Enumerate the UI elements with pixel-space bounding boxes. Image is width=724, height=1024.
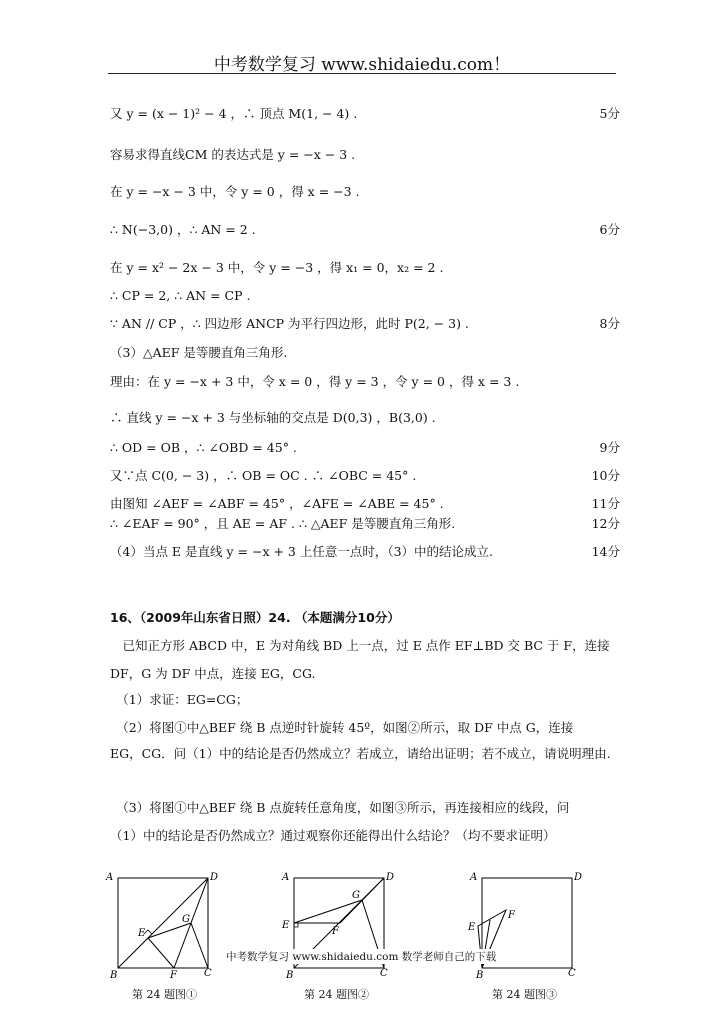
fig1-label-e: E — [138, 928, 146, 939]
fig1-cg — [191, 923, 208, 968]
fig2-label-a: A — [282, 872, 290, 883]
figure-1 — [104, 868, 224, 980]
fig3-label-e: E — [468, 922, 476, 933]
question-line-6: （3）将图①中△BEF 绕 B 点旋转任意角度，如图③所示，再连接相应的线段，问 — [110, 800, 570, 815]
score-15: 14分 — [591, 544, 620, 559]
fig2-label-d: D — [386, 872, 395, 883]
score-12: 10分 — [591, 468, 620, 483]
solution-line-6: ∴ CP = 2, ∴ AN = CP . — [110, 288, 251, 303]
question-line-3: （1）求证：EG=CG； — [110, 692, 249, 707]
solution-line-3: 在 y = −x − 3 中，令 y = 0 ，得 x = −3 . — [110, 184, 360, 199]
score-1: 5分 — [599, 106, 620, 121]
solution-line-7: ∵ AN // CP ，∴ 四边形 ANCP 为平行四边形，此时 P(2, − 3) . — [110, 316, 469, 331]
question-line-2: DF，G 为 DF 中点，连接 EG，CG. — [110, 666, 316, 681]
fig2-label-e: E — [282, 920, 290, 931]
score-7: 8分 — [599, 316, 620, 331]
fig1-label-f: F — [170, 970, 177, 980]
solution-line-12: 又∵点 C(0, − 3) ，∴ OB = OC . ∴ ∠OBC = 45° . — [110, 468, 417, 483]
footer-watermark: 中考数学复习 www.shidaiedu.com 数学老师自己的下载 — [226, 951, 497, 963]
score-4: 6分 — [599, 222, 620, 237]
solution-line-14: ∴ ∠EAF = 90° ，且 AE = AF . ∴ △AEF 是等腰直角三角形. — [110, 516, 456, 531]
fig1-label-b: B — [110, 970, 118, 980]
question-heading: 16、（2009年山东省日照）24. （本题满分10分） — [110, 610, 400, 625]
solution-line-15: （4）当点 E 是直线 y = −x + 3 上任意一点时，（3）中的结论成立. — [110, 544, 494, 559]
solution-line-5: 在 y = x² − 2x − 3 中，令 y = −3 ，得 x₁ = 0，x₂ = 2 . — [110, 260, 444, 275]
fig1-label-d: D — [210, 872, 219, 883]
question-line-1: 已知正方形 ABCD 中，E 为对角线 BD 上一点，过 E 点作 EF⊥BD 交 BC 于 F，连接 — [110, 638, 610, 653]
solution-line-2: 容易求得直线CM 的表达式是 y = −x − 3 . — [110, 147, 356, 162]
fig1-diagonal-bd — [118, 878, 208, 968]
fig2-label-f: F — [332, 926, 339, 937]
fig3-label-b: B — [476, 970, 484, 980]
fig1-ef — [148, 938, 174, 968]
solution-line-9: 理由：在 y = −x + 3 中，令 x = 0 ，得 y = 3 ，令 y = 0 ，得 x = 3 . — [110, 374, 520, 389]
solution-line-13: 由图知 ∠AEF = ∠ABF = 45° ，∠AFE = ∠ABE = 45° . — [110, 496, 444, 511]
header-rule — [108, 73, 616, 74]
question-line-5: EG，CG．问（1）中的结论是否仍然成立？若成立，请给出证明；若不成立，请说明理由. — [110, 746, 611, 761]
solution-line-11: ∴ OD = OB ，∴ ∠OBD = 45° . — [110, 440, 297, 455]
fig2-label-g: G — [352, 890, 360, 901]
fig1-label-a: A — [106, 872, 114, 883]
fig1-eg — [148, 923, 191, 938]
fig2-label-b: B — [286, 970, 294, 980]
page-header-title: 中考数学复习 www.shidaiedu.com！ — [213, 55, 511, 75]
fig3-caption: 第 24 题图③ — [492, 988, 557, 1001]
question-line-4: （2）将图①中△BEF 绕 B 点逆时针旋转 45º，如图②所示，取 DF 中点 G，连接 — [110, 720, 574, 735]
fig3-label-f: F — [508, 910, 515, 921]
fig3-label-d: D — [574, 872, 583, 883]
score-13: 11分 — [591, 496, 620, 511]
fig1-label-c: C — [204, 968, 212, 979]
fig2-caption: 第 24 题图② — [304, 988, 369, 1001]
score-11: 9分 — [599, 440, 620, 455]
question-line-7: （1）中的结论是否仍然成立？通过观察你还能得出什么结论？（均不要求证明） — [110, 828, 556, 843]
fig1-caption: 第 24 题图① — [132, 988, 197, 1001]
solution-line-8: （3）△AEF 是等腰直角三角形. — [110, 345, 288, 360]
score-14: 12分 — [591, 516, 620, 531]
solution-line-4: ∴ N(−3,0) ，∴ AN = 2 . — [110, 222, 256, 237]
solution-line-10: ∴ 直线 y = −x + 3 与坐标轴的交点是 D(0,3) ，B(3,0) . — [110, 410, 436, 425]
fig3-label-c: C — [568, 968, 576, 979]
solution-line-1: 又 y = (x − 1)² − 4 ，∴ 顶点 M(1, − 4) . — [110, 106, 358, 121]
fig3-label-a: A — [470, 872, 478, 883]
fig2-label-c: C — [380, 968, 388, 979]
fig1-label-g: G — [182, 914, 190, 925]
